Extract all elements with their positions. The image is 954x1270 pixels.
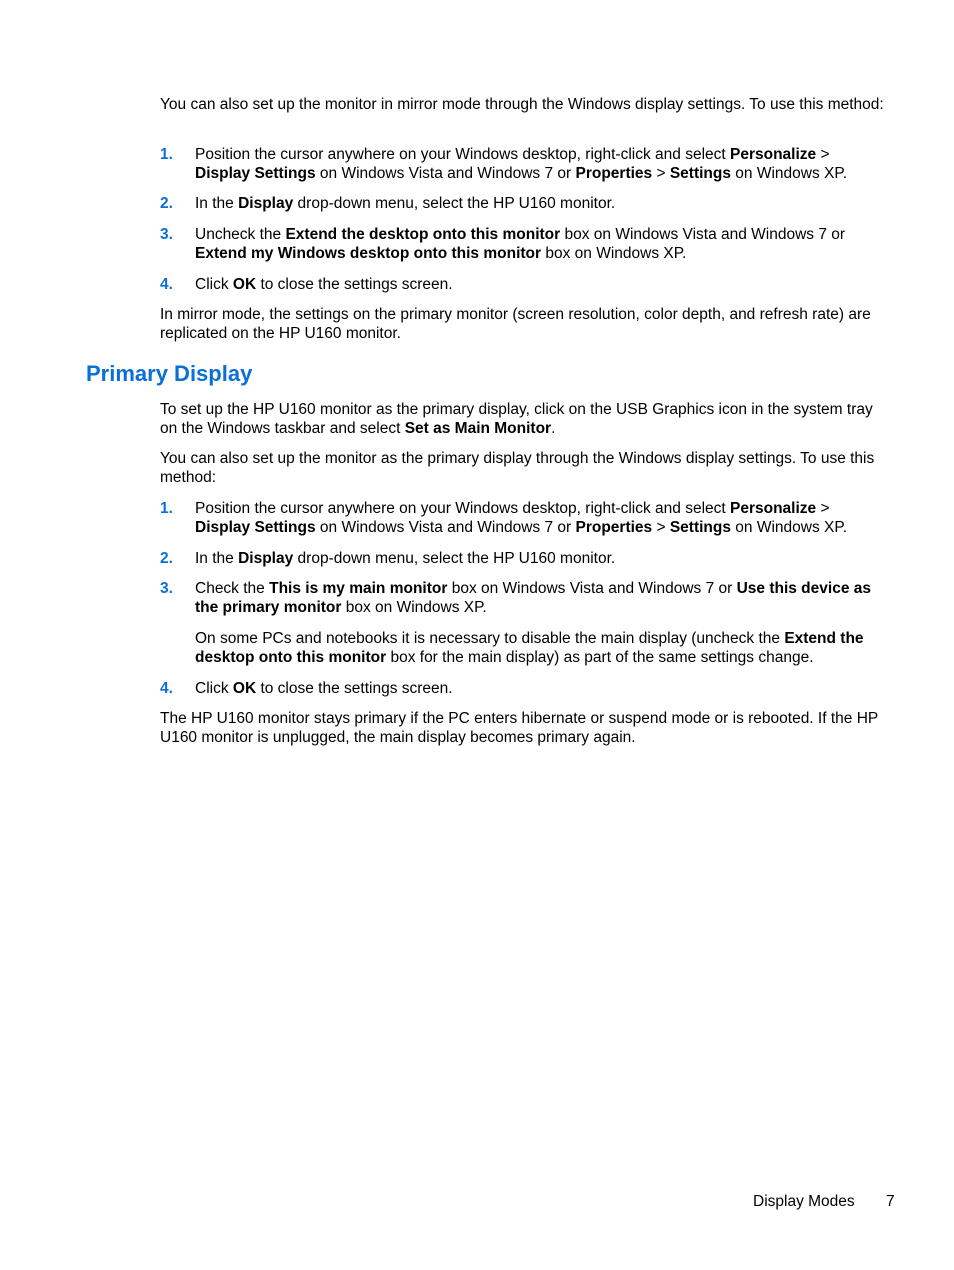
step-text: Click OK to close the settings screen. (195, 276, 453, 293)
step-number: 2. (160, 550, 173, 567)
step-text: In the Display drop-down menu, select the HP U160 monitor. (195, 195, 616, 212)
step-text: In the Display drop-down menu, select the HP U160 monitor. (195, 550, 616, 567)
step-3-note: On some PCs and notebooks it is necessary to disable the main display (uncheck the Extend the desktop onto this monitor box for the main display) as part of the same settings change. (195, 630, 864, 666)
primary-step-1 (160, 499, 885, 537)
intro-paragraph: You can also set up the monitor in mirror mode through the Windows display settings. To use this method: (160, 96, 884, 113)
step-number: 3. (160, 226, 173, 243)
primary-method-paragraph: You can also set up the monitor as the primary display through the Windows display settings. To use this method: (160, 450, 875, 486)
primary-step-3 (160, 579, 885, 617)
section-heading: Primary Display (86, 361, 253, 386)
primary-intro-paragraph: To set up the HP U160 monitor as the primary display, click on the USB Graphics icon in the system tray on the Windows taskbar and select Set as Main Monitor. (160, 401, 873, 437)
mirror-step-2 (160, 194, 885, 213)
step-number: 1. (160, 500, 173, 517)
mirror-note-paragraph: In mirror mode, the settings on the primary monitor (screen resolution, color depth, and refresh rate) are replicated on the HP U160 monitor. (160, 306, 871, 342)
step-number: 3. (160, 580, 173, 597)
primary-step-2 (160, 549, 885, 568)
footer-page-number: 7 (886, 1193, 895, 1210)
step-text: Check the This is my main monitor box on Windows Vista and Windows 7 or Use this device as the primary monitor box on Windows XP. (195, 580, 871, 616)
primary-step-4 (160, 679, 885, 698)
step-text: Uncheck the Extend the desktop onto this monitor box on Windows Vista and Windows 7 or Extend my Windows desktop onto this monitor box on Windows XP. (195, 226, 846, 262)
mirror-step-1 (160, 145, 885, 183)
step-text: Position the cursor anywhere on your Windows desktop, right-click and select Personalize > Display Settings on Windows Vista and Windows 7 or Properties > Settings on Windows XP. (195, 500, 848, 536)
step-number: 4. (160, 680, 173, 697)
step-text: Click OK to close the settings screen. (195, 680, 453, 697)
step-number: 4. (160, 276, 173, 293)
mirror-step-3 (160, 225, 885, 263)
step-number: 2. (160, 195, 173, 212)
mirror-step-4 (160, 275, 885, 294)
step-text: Position the cursor anywhere on your Windows desktop, right-click and select Personalize > Display Settings on Windows Vista and Windows 7 or Properties > Settings on Windows XP. (195, 146, 848, 182)
step-number: 1. (160, 146, 173, 163)
footer-section-title: Display Modes (753, 1193, 855, 1210)
closing-paragraph: The HP U160 monitor stays primary if the PC enters hibernate or suspend mode or is rebooted. If the HP U160 monitor is unplugged, the main display becomes primary again. (160, 710, 878, 746)
